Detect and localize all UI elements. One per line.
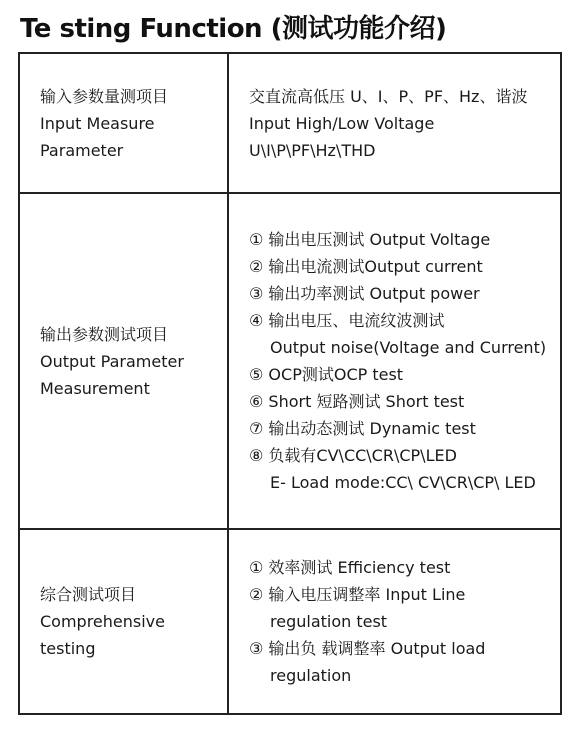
row-label-input-measure <box>19 53 228 193</box>
content-line: ② 输入电压调整率 Input Line <box>249 585 466 604</box>
row-label-output-parameter <box>19 193 228 529</box>
content-line: ⑧ 负载有CV\CC\CR\CP\LED <box>249 446 457 465</box>
row-content-comprehensive <box>228 529 561 714</box>
content-line: E- Load mode:CC\ CV\CR\CP\ LED <box>270 473 536 492</box>
content-line: ④ 输出电压、电流纹波测试 <box>249 311 445 330</box>
content-line: ① 效率测试 Efficiency test <box>249 558 451 577</box>
content-line: ⑤ OCP测试OCP test <box>249 365 404 384</box>
label-line: Comprehensive <box>40 612 165 631</box>
row-content-input-measure <box>228 53 561 193</box>
label-line: 综合测试项目 <box>40 585 137 604</box>
table-row <box>19 529 561 714</box>
content-line: ② 输出电流测试Output current <box>249 257 483 276</box>
label-line: 输出参数测试项目 <box>40 324 169 344</box>
content-line: ③ 输出功率测试 Output power <box>249 284 480 303</box>
table-row <box>19 193 561 529</box>
table-row <box>19 53 561 193</box>
label-line: Measurement <box>40 378 150 398</box>
content-line: ① 输出电压测试 Output Voltage <box>249 230 491 249</box>
label-line: Output Parameter <box>40 351 184 371</box>
page-title: Te sting Function (测试功能介绍) <box>20 14 447 44</box>
content-line: ③ 输出负 载调整率 Output load <box>249 639 486 658</box>
label-line: Input Measure <box>40 113 155 133</box>
content-line: ⑦ 输出动态测试 Dynamic test <box>249 419 476 438</box>
content-line: regulation <box>270 666 352 685</box>
content-line: Output noise(Voltage and Current) <box>270 338 547 357</box>
label-line: Parameter <box>40 140 124 160</box>
row-label-comprehensive <box>19 529 228 714</box>
content-line: regulation test <box>270 612 388 631</box>
content-line: U\I\P\PF\Hz\THD <box>249 140 376 160</box>
label-line: testing <box>40 639 96 658</box>
content-line: ⑥ Short 短路测试 Short test <box>249 392 465 411</box>
testing-function-table <box>18 52 562 715</box>
label-line: 输入参数量测项目 <box>40 86 169 106</box>
content-line: Input High/Low Voltage <box>249 113 435 133</box>
content-line: 交直流高低压 U、I、P、PF、Hz、谐波 <box>249 86 528 106</box>
row-content-output-parameter <box>228 193 561 529</box>
